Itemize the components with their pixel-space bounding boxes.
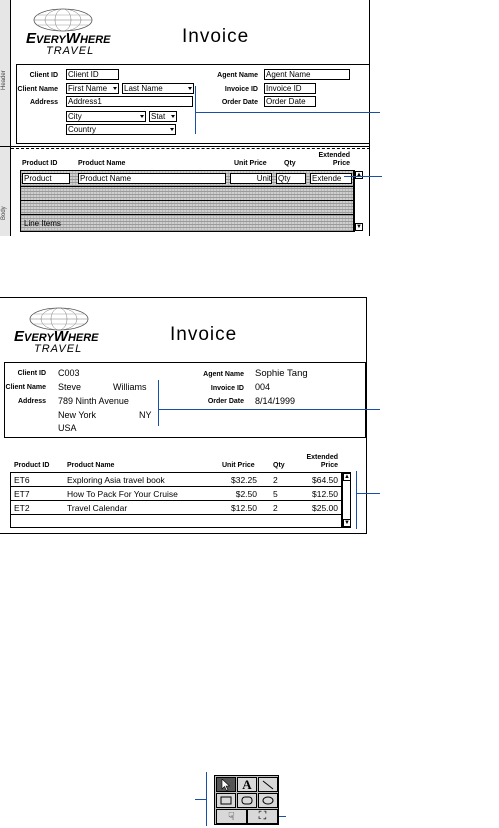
line-tool[interactable]	[258, 777, 278, 792]
agent-name-value[interactable]: Sophie Tang	[255, 368, 308, 379]
extended-header-line2: Price	[320, 462, 338, 469]
line-item-unit-price-cell[interactable]: $2.50	[235, 489, 257, 499]
city-field[interactable]: City	[66, 111, 146, 122]
logo-wordmark: EVERYWHERE	[26, 30, 111, 47]
unit-price-portal-field[interactable]: Unit	[230, 173, 272, 184]
state-value[interactable]: NY	[139, 410, 152, 420]
product-id-header: Product ID	[22, 160, 58, 167]
pointer-tool[interactable]	[216, 777, 236, 792]
agent-name-label: Agent Name	[203, 371, 244, 378]
arrow-pointer-icon	[221, 779, 231, 791]
callout-line-palette	[206, 772, 207, 826]
callout-line-portal	[344, 176, 382, 177]
line-item-unit-price-cell[interactable]: $12.50	[231, 503, 257, 513]
line-item-unit-price-cell[interactable]: $32.25	[231, 475, 257, 485]
last-name-value[interactable]: Williams	[113, 382, 147, 392]
address-value[interactable]: 789 Ninth Avenue	[58, 396, 129, 406]
oval-icon	[262, 796, 274, 805]
address1-field[interactable]: Address1	[66, 96, 193, 107]
client-name-label: Client Name	[17, 86, 58, 93]
callout-line-palette-tick	[195, 799, 206, 800]
invoice-title: Invoice	[170, 324, 238, 345]
portal-row-divider	[10, 486, 342, 487]
product-name-header: Product Name	[67, 462, 115, 469]
product-id-header: Product ID	[14, 462, 50, 469]
rounded-rectangle-icon	[241, 796, 253, 805]
line-item-product-id-cell[interactable]: ET7	[14, 489, 30, 499]
invoice-id-label: Invoice ID	[224, 86, 258, 93]
callout-line-fields	[158, 409, 380, 410]
extended-portal-field[interactable]: Extende	[310, 173, 352, 184]
extended-header-line1: Extended	[318, 152, 350, 159]
diagonal-line-icon	[262, 780, 274, 790]
qty-header: Qty	[284, 160, 296, 167]
first-name-field[interactable]: First Name	[66, 83, 119, 94]
client-name-label: Client Name	[5, 384, 46, 391]
invoice-title: Invoice	[182, 26, 250, 47]
logo-wordmark: EVERYWHERE	[14, 328, 99, 345]
state-field[interactable]: Stat	[149, 111, 177, 122]
callout-line-group	[158, 380, 159, 426]
line-item-product-name-cell[interactable]: Travel Calendar	[67, 503, 128, 513]
agent-name-field[interactable]: Agent Name	[264, 69, 350, 80]
header-part-label: Header	[1, 70, 7, 90]
portal-tool[interactable]	[247, 809, 278, 824]
layout-mode-panel	[0, 0, 370, 236]
product-name-portal-field[interactable]: Product Name	[78, 173, 226, 184]
logo-subtitle: TRAVEL	[46, 45, 95, 57]
address-label: Address	[17, 398, 46, 405]
portal-row-divider	[20, 214, 354, 215]
line-item-qty-cell[interactable]: 2	[273, 475, 278, 485]
body-part-strip[interactable]	[0, 146, 11, 236]
client-id-value[interactable]: C003	[58, 368, 80, 378]
qty-portal-field[interactable]: Qty	[276, 173, 306, 184]
client-id-field[interactable]: Client ID	[66, 69, 119, 80]
portal-row-divider	[20, 200, 354, 201]
line-item-product-id-cell[interactable]: ET6	[14, 475, 30, 485]
portal-name-label: Line Items	[24, 219, 61, 228]
scroll-up-arrow-icon[interactable]: ▲	[344, 474, 350, 480]
callout-line-fields	[195, 112, 380, 113]
product-id-portal-field[interactable]: Product	[22, 173, 70, 184]
line-item-extended-cell[interactable]: $64.50	[312, 475, 338, 485]
portal-row-divider	[10, 514, 342, 515]
rounded-rectangle-tool[interactable]	[237, 793, 257, 808]
browse-mode-panel	[0, 297, 367, 534]
extended-header-line2: Price	[332, 160, 350, 167]
part-dashed-line	[11, 148, 370, 149]
first-name-value[interactable]: Steve	[58, 382, 82, 392]
portal-row-divider	[10, 500, 342, 501]
callout-line-portal	[356, 493, 380, 494]
callout-line-group	[195, 86, 196, 134]
unit-price-header: Unit Price	[222, 462, 255, 469]
logo-subtitle: TRAVEL	[34, 343, 83, 355]
line-item-qty-cell[interactable]: 5	[273, 489, 278, 499]
last-name-field[interactable]: Last Name	[122, 83, 194, 94]
part-boundary-line	[0, 146, 370, 147]
address-label: Address	[29, 99, 58, 106]
invoice-id-value[interactable]: 004	[255, 382, 271, 392]
product-name-header: Product Name	[78, 160, 126, 167]
invoice-id-label: Invoice ID	[210, 385, 244, 392]
city-value[interactable]: New York	[58, 410, 97, 420]
portal-scrollbar[interactable]	[342, 472, 351, 528]
line-item-extended-cell[interactable]: $25.00	[312, 503, 338, 513]
portal-frame-icon: ⛶	[258, 810, 267, 822]
agent-name-label: Agent Name	[217, 72, 258, 79]
qty-header: Qty	[273, 462, 285, 469]
order-date-label: Order Date	[207, 398, 244, 405]
country-value[interactable]: USA	[58, 423, 77, 433]
button-tool[interactable]	[216, 809, 247, 824]
order-date-value[interactable]: 8/14/1999	[255, 396, 296, 406]
oval-tool[interactable]	[258, 793, 278, 808]
line-item-extended-cell[interactable]: $12.50	[312, 489, 338, 499]
line-item-product-id-cell[interactable]: ET2	[14, 503, 30, 513]
client-id-label: Client ID	[29, 72, 58, 79]
rectangle-tool[interactable]	[216, 793, 236, 808]
body-part-label: Body	[1, 206, 7, 220]
scroll-up-arrow-icon[interactable]: ▲	[356, 172, 362, 178]
order-date-field[interactable]: Order Date	[264, 96, 316, 107]
portal-scrollbar[interactable]	[354, 170, 363, 232]
client-id-label: Client ID	[17, 370, 46, 377]
callout-line-portal-bracket	[356, 471, 357, 529]
text-a-icon: A	[242, 776, 252, 792]
line-item-qty-cell[interactable]: 2	[273, 503, 278, 513]
scroll-down-arrow-icon[interactable]: ▼	[344, 520, 350, 526]
line-item-product-name-cell[interactable]: Exploring Asia travel book	[67, 475, 165, 485]
country-field[interactable]: Country	[66, 124, 176, 135]
rectangle-icon	[220, 796, 232, 805]
extended-header-line1: Extended	[306, 454, 338, 461]
line-item-product-name-cell[interactable]: How To Pack For Your Cruise	[67, 489, 178, 499]
scroll-down-arrow-icon[interactable]: ▼	[356, 224, 362, 230]
invoice-id-field[interactable]: Invoice ID	[264, 83, 316, 94]
tool-palette	[214, 775, 279, 825]
text-tool[interactable]	[237, 777, 257, 792]
unit-price-header: Unit Price	[234, 160, 267, 167]
hand-pointer-icon: ☟	[228, 811, 235, 823]
portal-row-divider	[20, 186, 354, 187]
header-part-strip[interactable]	[0, 0, 11, 146]
order-date-label: Order Date	[221, 99, 258, 106]
